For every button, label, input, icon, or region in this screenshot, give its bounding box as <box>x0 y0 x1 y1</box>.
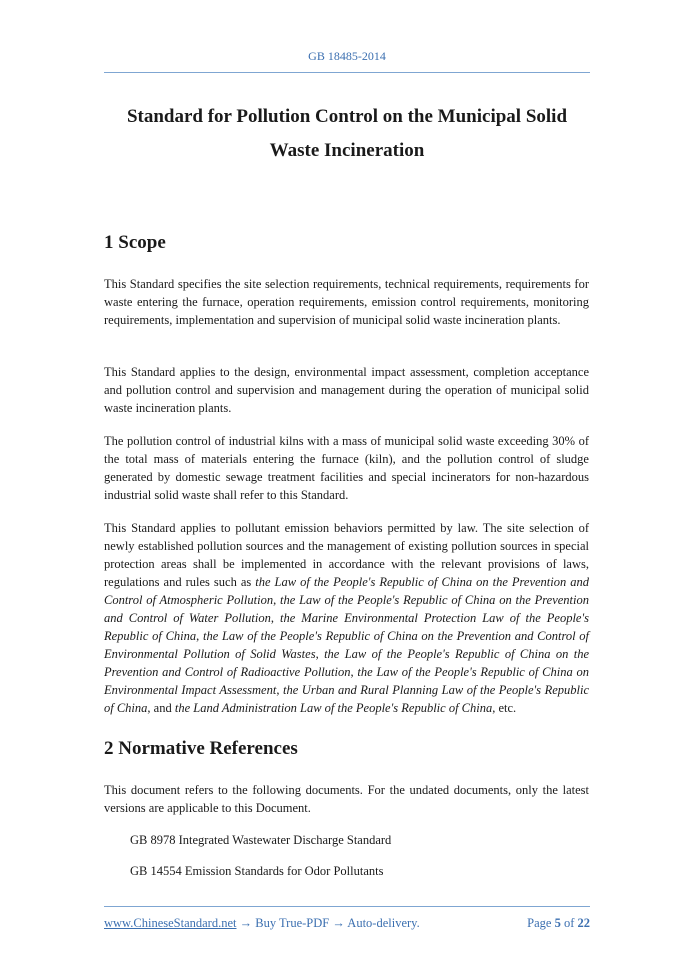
p4-text: , etc. <box>492 701 517 715</box>
reference-item: GB 14554 Emission Standards for Odor Pollutants <box>130 864 384 878</box>
page-label: Page <box>527 916 555 930</box>
p4-text: , <box>196 629 203 643</box>
website-link[interactable]: www.ChineseStandard.net <box>104 916 237 930</box>
footer-divider <box>104 906 590 907</box>
page-header-code: GB 18485-2014 <box>308 49 386 63</box>
section-heading-scope: 1 Scope <box>104 232 166 253</box>
law-reference: the Law of the People's Republic of China on Environmental Impact Assessment <box>104 665 590 697</box>
scope-paragraph-3: The pollution control of industrial kilns with a mass of municipal solid waste exceeding 30% of the total mass of materials entering the furnace (kiln), and the pollution control of sludge generated by domestic sewage treatment facilities and special incinerators for non-hazardous industrial solid waste shall refer to this Standard. <box>104 434 589 502</box>
p4-text: , <box>273 593 281 607</box>
page-current: 5 <box>554 916 561 930</box>
scope-paragraph-2: This Standard applies to the design, environmental impact assessment, completion acceptance and pollution control and supervision and management during the operation of municipal solid waste incineration plants. <box>104 365 589 415</box>
title-line-1: Standard for Pollution Control on the Municipal Solid <box>126 106 568 127</box>
page-total: 22 <box>577 916 590 930</box>
law-reference: the Law of the People's Republic of China on the Prevention and Control of Radioactive Pollution <box>104 647 590 679</box>
header-divider <box>104 72 590 73</box>
scope-paragraph-4 <box>104 519 589 717</box>
law-reference: the Urban and Rural Planning Law of the People's Republic of China <box>104 683 589 715</box>
p4-text: , <box>276 683 283 697</box>
law-reference: the Marine Environmental Protection Law of the People's Republic of China <box>104 611 590 643</box>
p4-text: , <box>270 611 280 625</box>
law-reference: the Land Administration Law of the People's Republic of China <box>174 701 493 715</box>
references-intro: This document refers to the following documents. For the undated documents, only the latest versions are applicable to this Document. <box>104 783 589 815</box>
law-reference: the Law of the People's Republic of China on the Prevention and Control of Water Pollution <box>104 593 590 625</box>
document-title <box>104 100 590 168</box>
p4-text: , <box>350 665 358 679</box>
reference-item: GB 8978 Integrated Wastewater Discharge Standard <box>130 833 392 847</box>
p4-text: , <box>315 647 325 661</box>
page-footer <box>104 916 590 931</box>
p4-text: This Standard applies to pollutant emission behaviors permitted by law. The site selection of newly established pollution sources and the management of existing pollution sources in special protection areas shall be implemented in accordance with the relevant provisions of laws, regulations and rules such as <box>104 521 589 589</box>
page-of: of <box>560 916 578 930</box>
title-line-2: Waste Incineration <box>269 140 425 161</box>
law-reference: the Law of the People's Republic of China on the Prevention and Control of Environmental Pollution of Solid Wastes <box>104 629 590 661</box>
scope-paragraph-1: This Standard specifies the site selection requirements, technical requirements, requirements for waste entering the furnace, operation requirements, emission control requirements, monitoring requirements, implementation and supervision of municipal solid waste incineration plants. <box>104 277 589 327</box>
law-reference: the Law of the People's Republic of China on the Prevention and Control of Atmospheric Pollution <box>104 575 590 607</box>
footer-promo-text: → Buy True-PDF → Auto-delivery. <box>236 916 420 930</box>
p4-text: , and <box>147 701 175 715</box>
page-number <box>527 916 590 931</box>
section-heading-references: 2 Normative References <box>104 738 298 759</box>
